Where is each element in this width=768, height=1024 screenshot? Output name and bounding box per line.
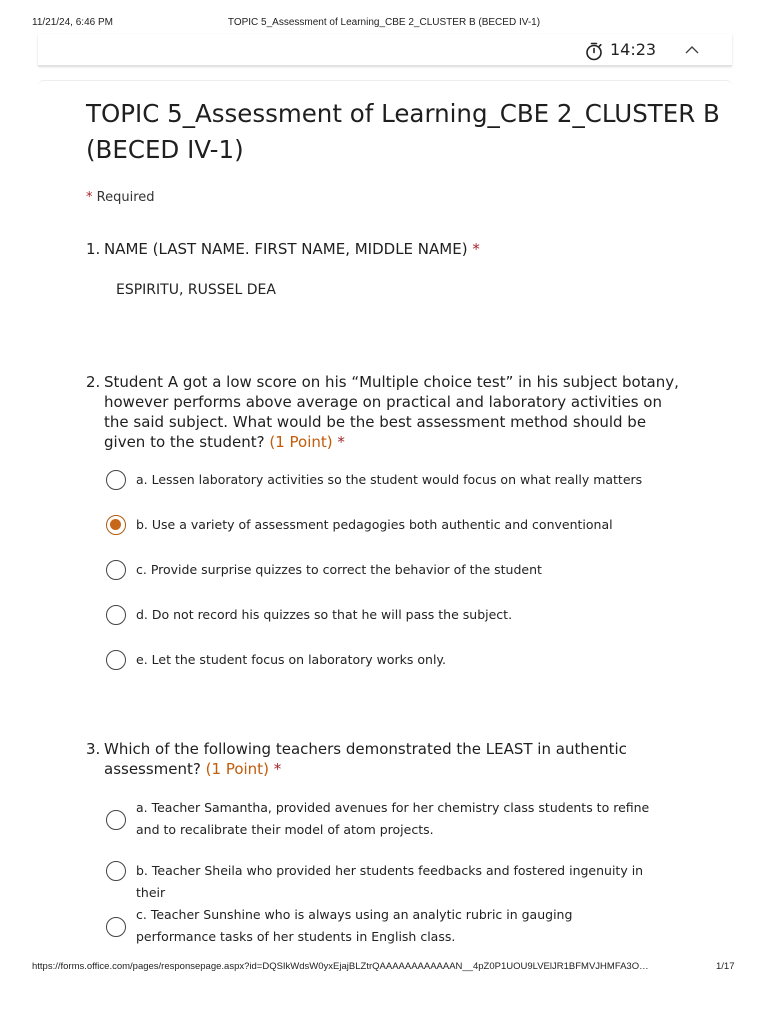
- radio-button[interactable]: [106, 605, 126, 625]
- option-label: a. Teacher Samantha, provided avenues for her chemistry class students to refine and to recalibrate their model of atom projects.: [136, 800, 650, 837]
- question-text: [104, 372, 680, 452]
- required-star: *: [472, 240, 480, 258]
- radio-button[interactable]: [106, 650, 126, 670]
- required-label: Required: [96, 190, 155, 205]
- question-text: [104, 239, 680, 259]
- required-star: *: [86, 190, 93, 205]
- option-label: c. Teacher Sunshine who is always using an analytic rubric in gauging performance tasks of her students in English class.: [136, 907, 573, 944]
- page-url: https://forms.office.com/pages/responsepage.aspx?id=DQSIkWdsW0yxEjajBLZtrQAAAAAAAAAAAAN__4pZ0P1UOU9LVElJR1BFMVJHMFA3O…: [32, 961, 649, 972]
- question-prompt: NAME (LAST NAME. FIRST NAME, MIDDLE NAME): [104, 240, 468, 258]
- page-number: 1/17: [716, 961, 735, 972]
- points-label: (1 Point): [205, 760, 269, 778]
- option-label: d. Do not record his quizzes so that he will pass the subject.: [136, 607, 513, 622]
- radio-button-selected[interactable]: [106, 515, 126, 535]
- points-label: (1 Point): [269, 433, 333, 451]
- required-note: [86, 190, 155, 205]
- stopwatch-icon: [584, 41, 604, 61]
- chevron-up-icon[interactable]: [684, 44, 700, 56]
- option-label: c. Provide surprise quizzes to correct the behavior of the student: [136, 562, 542, 577]
- timer-bar: [38, 34, 732, 66]
- radio-button[interactable]: [106, 861, 126, 881]
- radio-button[interactable]: [106, 917, 126, 937]
- radio-button[interactable]: [106, 810, 126, 830]
- print-date: 11/21/24, 6:46 PM: [32, 17, 113, 28]
- question-number: 2.: [86, 373, 101, 391]
- required-star: *: [337, 433, 345, 451]
- print-title: TOPIC 5_Assessment of Learning_CBE 2_CLUSTER B (BECED IV-1): [227, 17, 541, 28]
- print-header: [0, 0, 768, 36]
- timer-remaining: 14:23: [610, 40, 657, 59]
- option-label: b. Teacher Sheila who provided her students feedbacks and fostered ingenuity in their: [136, 863, 644, 900]
- question-prompt: Student A got a low score on his “Multiple choice test” in his subject botany, however performs above average on practical and laboratory activities on the said subject. What would be the best assessment method should be given to the student?: [104, 373, 679, 451]
- required-star: *: [273, 760, 282, 778]
- option-label: b. Use a variety of assessment pedagogies both authentic and conventional: [136, 517, 613, 532]
- answer-text[interactable]: ESPIRITU, RUSSEL DEA: [116, 282, 276, 298]
- question-text: [104, 739, 680, 779]
- form-title: TOPIC 5_Assessment of Learning_CBE 2_CLUSTER B (BECED IV-1): [86, 99, 720, 164]
- question-number: 3.: [86, 740, 101, 758]
- question-prompt: Which of the following teachers demonstrated the LEAST in authentic assessment?: [104, 740, 627, 778]
- question-number: 1.: [86, 240, 101, 258]
- radio-button[interactable]: [106, 560, 126, 580]
- option-label: a. Lessen laboratory activities so the student would focus on what really matters: [136, 472, 643, 487]
- option-label: e. Let the student focus on laboratory works only.: [136, 652, 447, 667]
- radio-button[interactable]: [106, 470, 126, 490]
- print-footer: [0, 961, 768, 1024]
